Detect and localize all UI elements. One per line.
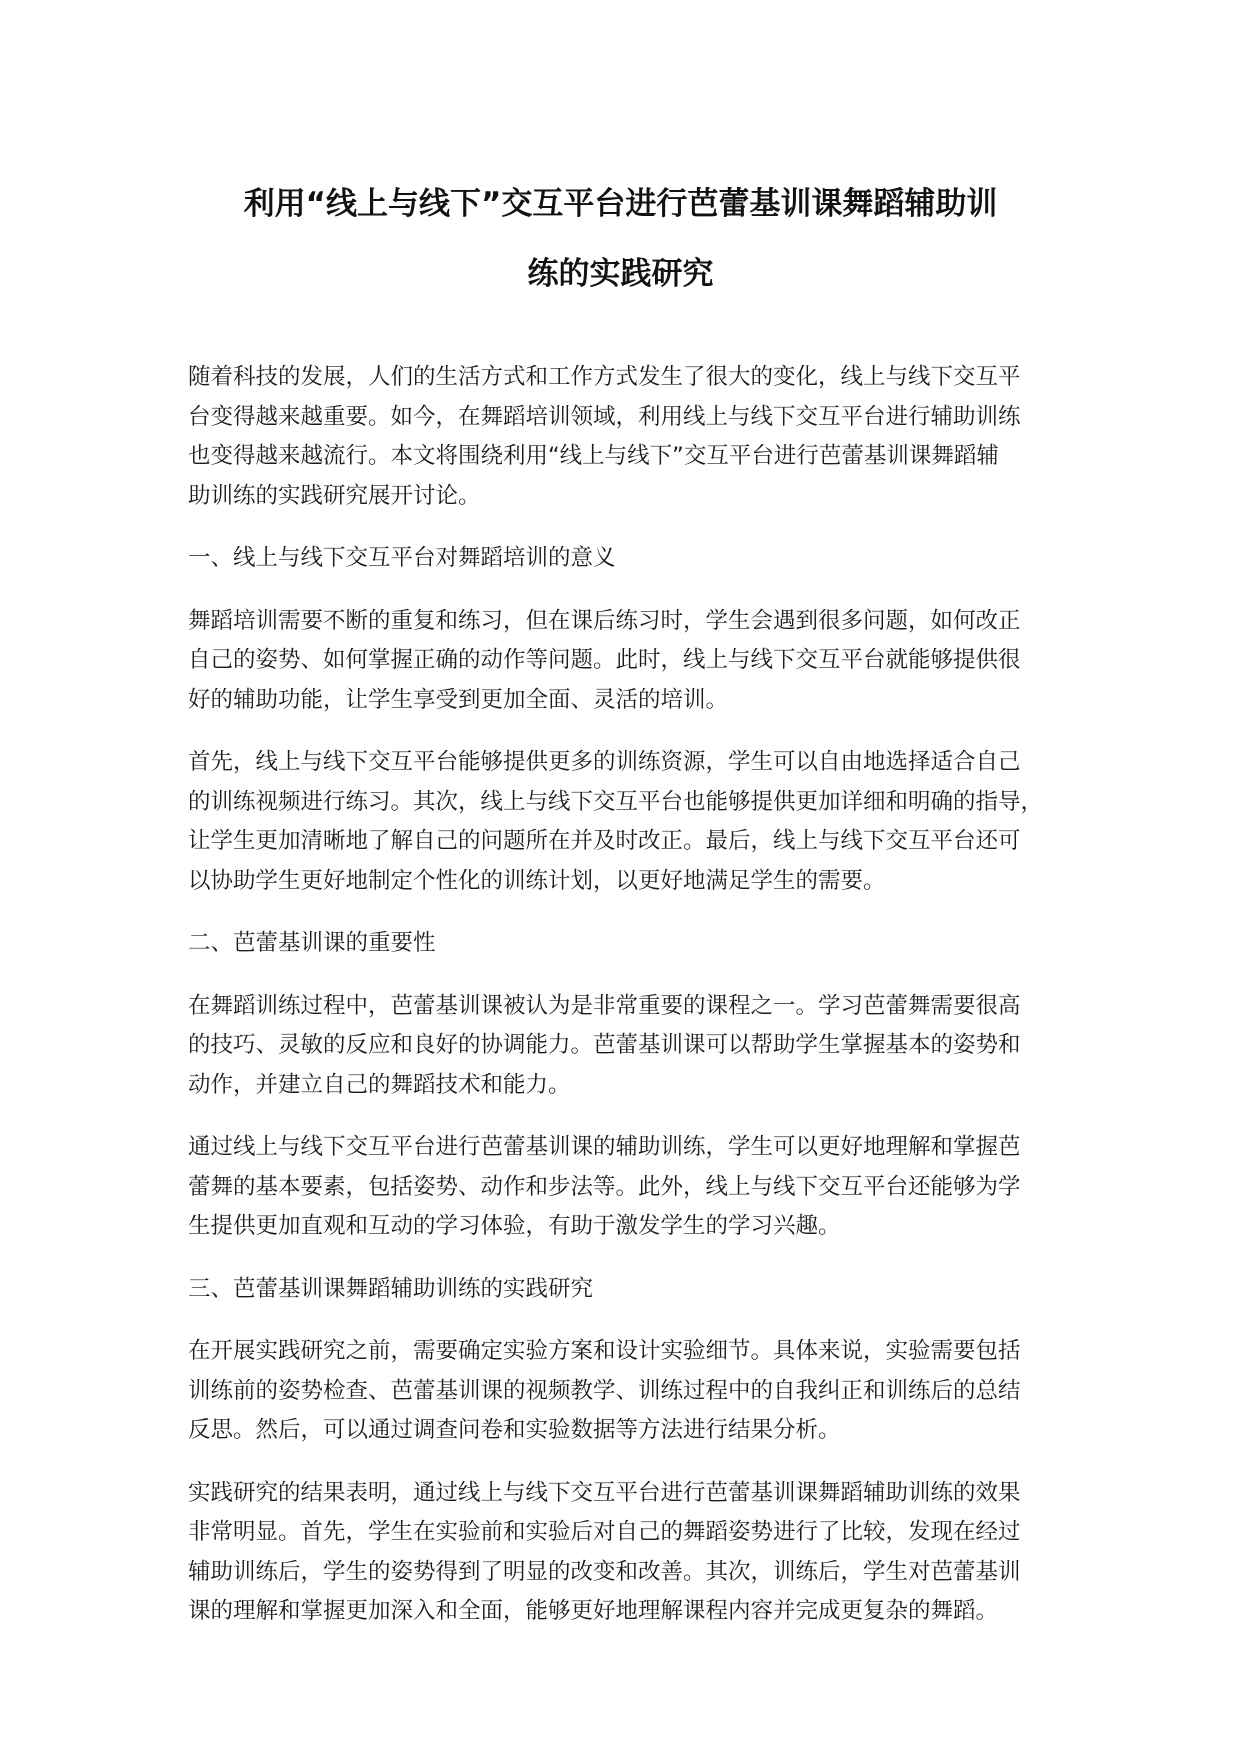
text-line: 训练前的姿势检查、芭蕾基训课的视频教学、训练过程中的自我纠正和训练后的总结 [188, 1377, 1021, 1404]
text-line: 随着科技的发展，人们的生活方式和工作方式发生了很大的变化，线上与线下交互平 [188, 364, 1021, 390]
text-line: 通过线上与线下交互平台进行芭蕾基训课的辅助训练，学生可以更好地理解和掌握芭 [188, 1134, 1021, 1160]
text-line: 生提供更加直观和互动的学习体验，有助于激发学生的学习兴趣。 [188, 1213, 841, 1239]
text-line: 动作，并建立自己的舞蹈技术和能力。 [188, 1071, 571, 1098]
text-line: 首先，线上与线下交互平台能够提供更多的训练资源，学生可以自由地选择适合自己 [188, 749, 1021, 775]
text-line: 在舞蹈训练过程中，芭蕾基训课被认为是非常重要的课程之一。学习芭蕾舞需要很高 [188, 992, 1021, 1019]
text-line: 辅助训练后，学生的姿势得到了明显的改变和改善。其次，训练后，学生对芭蕾基训 [188, 1558, 1021, 1585]
text-line: 好的辅助功能，让学生享受到更加全面、灵活的培训。 [188, 686, 729, 713]
text-line: 舞蹈培训需要不断的重复和练习，但在课后练习时，学生会遇到很多问题，如何改正 [188, 607, 1021, 634]
text-line: 非常明显。首先，学生在实验前和实验后对自己的舞蹈姿势进行了比较，发现在经过 [188, 1519, 1021, 1545]
text-line: 助训练的实践研究展开讨论。 [188, 482, 481, 509]
document-body [188, 358, 1068, 1655]
body-paragraph [188, 987, 1068, 1106]
text-line: 反思。然后，可以通过调查问卷和实验数据等方法进行结果分析。 [188, 1417, 841, 1443]
body-paragraph [188, 1332, 1068, 1451]
text-line: 也变得越来越流行。本文将围绕利用“线上与线下”交互平台进行芭蕾基训课舞蹈辅 [188, 443, 999, 469]
section-heading-3: 三、芭蕾基训课舞蹈辅助训练的实践研究 [188, 1275, 594, 1302]
text-line: 的训练视频进行练习。其次，线上与线下交互平台也能够提供更加详细和明确的指导， [188, 788, 1044, 815]
text-line: 的技巧、灵敏的反应和良好的协调能力。芭蕾基训课可以帮助学生掌握基本的姿势和 [188, 1032, 1021, 1058]
text-line: 台变得越来越重要。如今，在舞蹈培训领域，利用线上与线下交互平台进行辅助训练 [188, 403, 1021, 430]
text-line: 让学生更加清晰地了解自己的问题所在并及时改正。最后，线上与线下交互平台还可 [188, 828, 1021, 854]
text-line: 以协助学生更好地制定个性化的训练计划，以更好地满足学生的需要。 [188, 867, 886, 894]
text-line: 课的理解和掌握更加深入和全面，能够更好地理解课程内容并完成更复杂的舞蹈。 [188, 1598, 999, 1624]
intro-paragraph [188, 358, 1068, 516]
text-line: 实践研究的结果表明，通过线上与线下交互平台进行芭蕾基训课舞蹈辅助训练的效果 [188, 1479, 1021, 1506]
section-heading-1: 一、线上与线下交互平台对舞蹈培训的意义 [188, 545, 616, 571]
document-title-line-1: 利用“线上与线下”交互平台进行芭蕾基训课舞蹈辅助训 [243, 186, 998, 222]
text-line: 蕾舞的基本要素，包括姿势、动作和步法等。此外，线上与线下交互平台还能够为学 [188, 1173, 1021, 1200]
body-paragraph [188, 743, 1068, 901]
document-title-line-2: 练的实践研究 [527, 256, 714, 292]
body-paragraph [188, 1128, 1068, 1247]
section-heading-2: 二、芭蕾基训课的重要性 [188, 930, 436, 956]
body-paragraph [188, 1474, 1068, 1632]
body-paragraph [188, 602, 1068, 721]
text-line: 在开展实践研究之前，需要确定实验方案和设计实验细节。具体来说，实验需要包括 [188, 1338, 1021, 1364]
text-line: 自己的姿势、如何掌握正确的动作等问题。此时，线上与线下交互平台就能够提供很 [188, 647, 1021, 673]
